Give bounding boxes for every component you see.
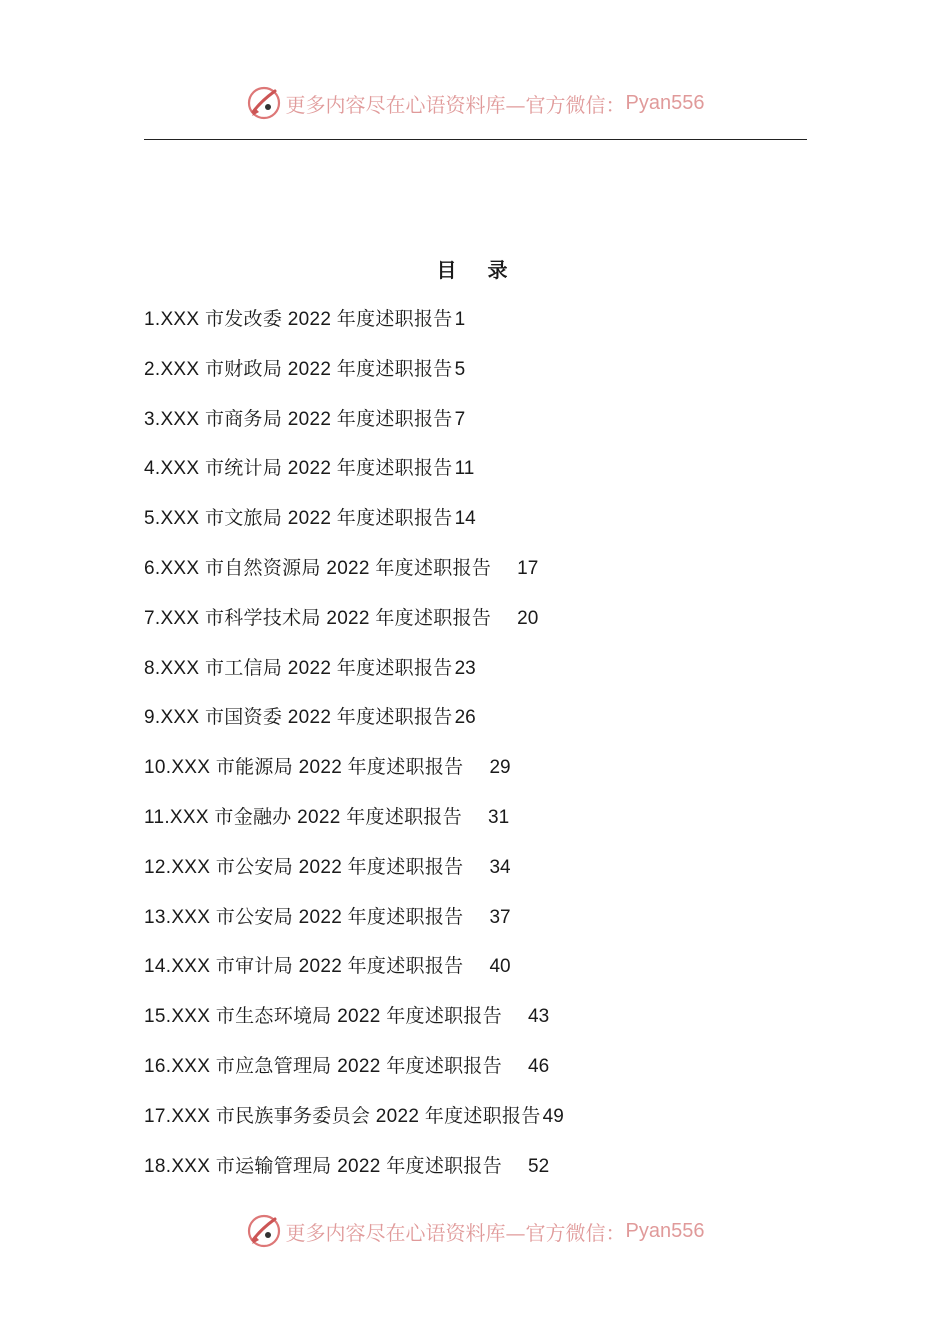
toc-entry-label: 3.XXX 市商务局 2022 年度述职报告 [144,408,453,430]
toc-entry[interactable] [144,802,807,852]
toc-entry-page-number: 43 [528,1006,550,1028]
toc-entry[interactable] [144,951,807,1001]
toc-entry-page-number: 52 [528,1155,550,1177]
toc-entry-page-number: 49 [542,1105,564,1127]
toc-entry-page-number: 20 [517,607,539,629]
toc-entry[interactable] [144,1151,807,1201]
toc-entry-page-number: 1 [454,309,466,330]
toc-title: 目 录 [436,258,520,282]
toc-entry[interactable] [144,553,807,603]
toc-entry-label: 1.XXX 市发改委 2022 年度述职报告 [144,309,453,330]
toc-entry[interactable] [144,653,807,703]
toc-entry-page-number: 31 [488,806,510,828]
toc-entry[interactable] [144,304,807,354]
toc-entry[interactable] [144,503,807,553]
watermark-text: 更多内容尽在心语资料库—官方微信： [285,92,626,117]
watermark-wechat-id: Pyan556 [625,91,705,114]
toc-entry[interactable] [144,354,807,404]
toc-entry-label: 18.XXX 市运输管理局 2022 年度述职报告 [144,1155,503,1177]
toc-entry[interactable] [144,1051,807,1101]
watermark-text: 更多内容尽在心语资料库—官方微信： [285,1220,626,1245]
toc-entry[interactable] [144,852,807,902]
brush-pen-logo-icon [246,1213,282,1249]
toc-entry[interactable] [144,404,807,454]
watermark-wechat-id: Pyan556 [625,1219,705,1242]
brush-pen-logo-icon [246,85,282,121]
header-divider [144,139,807,140]
toc-entry-page-number: 46 [528,1055,550,1077]
toc-entry-page-number: 14 [454,508,476,530]
toc-entry-label: 6.XXX 市自然资源局 2022 年度述职报告 [144,557,492,579]
toc-entry-label: 14.XXX 市审计局 2022 年度述职报告 [144,956,464,978]
toc-entry-label: 4.XXX 市统计局 2022 年度述职报告 [144,458,453,480]
toc-entry-label: 2.XXX 市财政局 2022 年度述职报告 [144,358,453,380]
toc-entry-page-number: 34 [489,856,511,878]
toc-entry-label: 17.XXX 市民族事务委员会 2022 年度述职报告 [144,1105,541,1127]
toc-entry-page-number: 7 [454,408,466,430]
toc-entry-page-number: 17 [517,557,539,579]
toc-entry-page-number: 23 [454,657,476,679]
toc-entry[interactable] [144,752,807,802]
toc-entry-label: 5.XXX 市文旅局 2022 年度述职报告 [144,508,453,530]
footer-watermark [0,1211,950,1251]
toc-entry-page-number: 40 [489,956,511,978]
toc-entry-label: 10.XXX 市能源局 2022 年度述职报告 [144,757,464,779]
toc-entry-label: 13.XXX 市公安局 2022 年度述职报告 [144,906,464,928]
toc-entry[interactable] [144,1001,807,1051]
toc-entry-page-number: 37 [489,906,511,928]
table-of-contents [144,304,807,1200]
toc-entry-page-number: 29 [489,757,511,779]
toc-entry-label: 11.XXX 市金融办 2022 年度述职报告 [144,806,463,828]
toc-entry-page-number: 11 [454,458,475,480]
toc-entry-label: 15.XXX 市生态环境局 2022 年度述职报告 [144,1006,503,1028]
toc-entry-page-number: 5 [454,358,466,380]
toc-entry[interactable] [144,1101,807,1151]
toc-entry-label: 9.XXX 市国资委 2022 年度述职报告 [144,707,453,729]
toc-entry-page-number: 26 [454,707,476,729]
toc-entry-label: 12.XXX 市公安局 2022 年度述职报告 [144,856,464,878]
header-watermark [0,83,950,123]
toc-entry-label: 7.XXX 市科学技术局 2022 年度述职报告 [144,607,492,629]
toc-entry-label: 8.XXX 市工信局 2022 年度述职报告 [144,657,453,679]
toc-entry-label: 16.XXX 市应急管理局 2022 年度述职报告 [144,1055,503,1077]
toc-entry[interactable] [144,702,807,752]
toc-entry[interactable] [144,453,807,503]
toc-entry[interactable] [144,603,807,653]
toc-entry[interactable] [144,902,807,952]
